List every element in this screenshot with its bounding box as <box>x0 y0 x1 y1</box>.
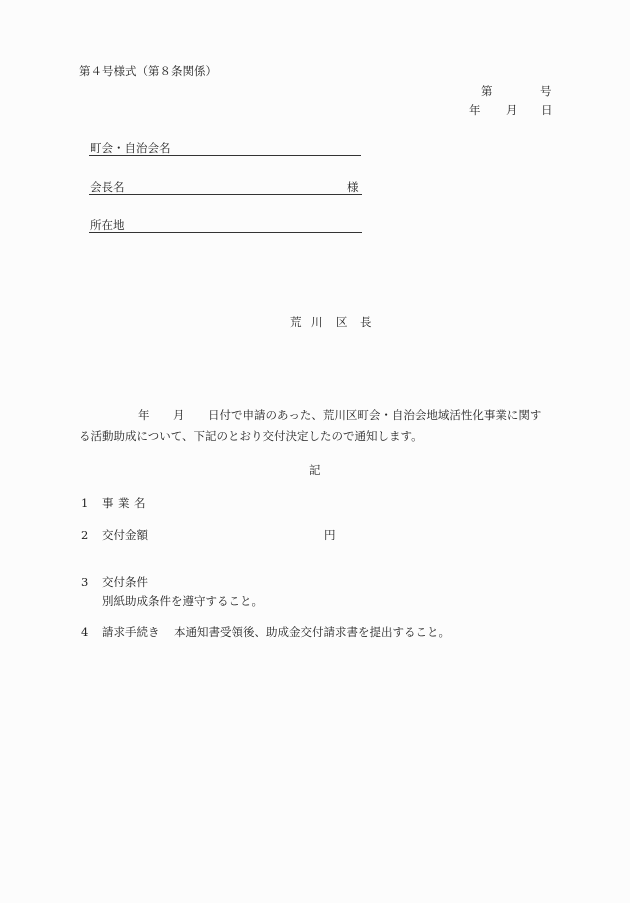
item-label-char: 名 <box>134 496 146 510</box>
doc-number-suffix: 号 <box>540 84 552 98</box>
body-line2: る活動助成について、下記のとおり交付決定したので通知します。 <box>79 429 423 443</box>
president-name-line <box>89 194 362 195</box>
body-year: 年 <box>138 408 150 422</box>
sender-char: 区 <box>336 315 348 329</box>
amount-unit: 円 <box>324 528 336 542</box>
honorific: 様 <box>347 180 359 194</box>
doc-number-prefix: 第 <box>481 84 493 98</box>
sender-char: 荒 <box>290 315 302 329</box>
form-number: 第４号様式（第８条関係） <box>79 64 217 78</box>
address-label: 所在地 <box>90 218 125 232</box>
item-detail: 別紙助成条件を遵守すること。 <box>102 594 263 608</box>
body-month: 月 <box>173 408 185 422</box>
item-label: 請求手続き <box>102 625 160 639</box>
item-label-char: 業 <box>118 496 130 510</box>
ki-heading: 記 <box>309 463 321 477</box>
association-name-label: 町会・自治会名 <box>90 141 171 155</box>
president-name-label: 会長名 <box>90 180 125 194</box>
date-year: 年 <box>469 103 481 117</box>
item-number: 2 <box>81 528 89 542</box>
item-number: 3 <box>81 575 89 589</box>
item-label-char: 事 <box>102 496 114 510</box>
item-label: 交付金額 <box>102 528 148 542</box>
item-number: 4 <box>81 625 89 639</box>
sender-char: 川 <box>311 315 323 329</box>
address-line <box>89 232 362 233</box>
body-line1: 日付で申請のあった、荒川区町会・自治会地域活性化事業に関す <box>208 408 542 422</box>
date-month: 月 <box>506 103 518 117</box>
sender-char: 長 <box>360 315 372 329</box>
association-name-line <box>89 155 361 156</box>
date-day: 日 <box>541 103 553 117</box>
item-number: 1 <box>81 496 89 510</box>
item-detail: 本通知書受領後、助成金交付請求書を提出すること。 <box>174 625 450 639</box>
item-label: 交付条件 <box>102 575 148 589</box>
